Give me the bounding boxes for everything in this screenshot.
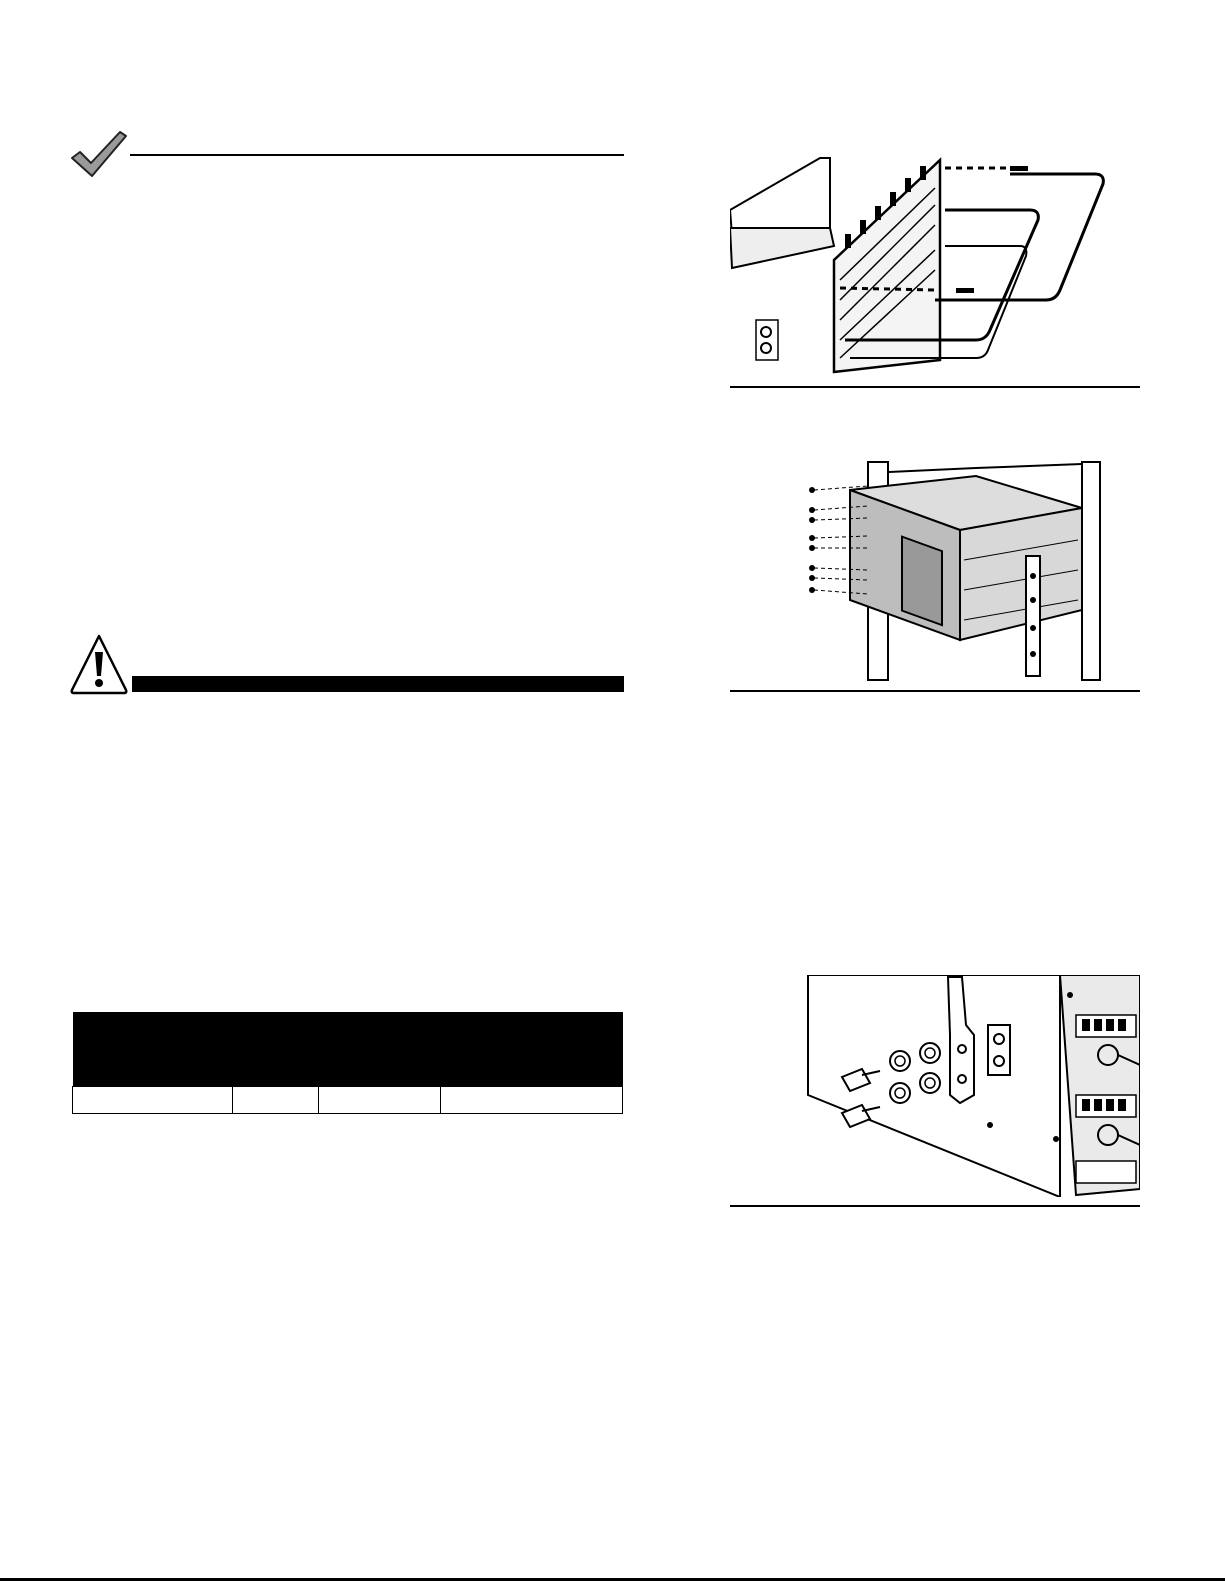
- table-cell: [441, 1087, 623, 1114]
- warning-callout: [68, 632, 628, 696]
- table-cell: [319, 1087, 441, 1114]
- checkmark-icon: [68, 128, 130, 180]
- note-rule: [130, 154, 624, 156]
- handle-mounting-illustration: [730, 150, 1140, 380]
- figure-rule: [730, 690, 1140, 692]
- spec-table-header-row: [73, 1012, 623, 1087]
- figure-rule: [730, 1205, 1140, 1207]
- page-bottom-rule: [0, 1578, 1225, 1581]
- spec-table: [72, 1012, 623, 1114]
- rear-terminals-illustration: [730, 975, 1140, 1197]
- figure-mounting-handles: [730, 150, 1140, 390]
- spec-table-header-cell: [233, 1012, 319, 1087]
- rack-installation-illustration: [730, 460, 1140, 682]
- warning-bar: [132, 676, 624, 692]
- note-callout: [68, 128, 628, 178]
- table-cell: [73, 1087, 233, 1114]
- spec-table-header-cell: [73, 1012, 233, 1087]
- spec-table-header-cell: [319, 1012, 441, 1087]
- warning-triangle-icon: [68, 632, 130, 696]
- table-row: [73, 1087, 623, 1114]
- table-cell: [233, 1087, 319, 1114]
- spec-table-header-cell: [441, 1012, 623, 1087]
- figure-rack-installation: [730, 460, 1140, 695]
- figure-rule: [730, 386, 1140, 388]
- figure-rear-terminals: [730, 975, 1140, 1211]
